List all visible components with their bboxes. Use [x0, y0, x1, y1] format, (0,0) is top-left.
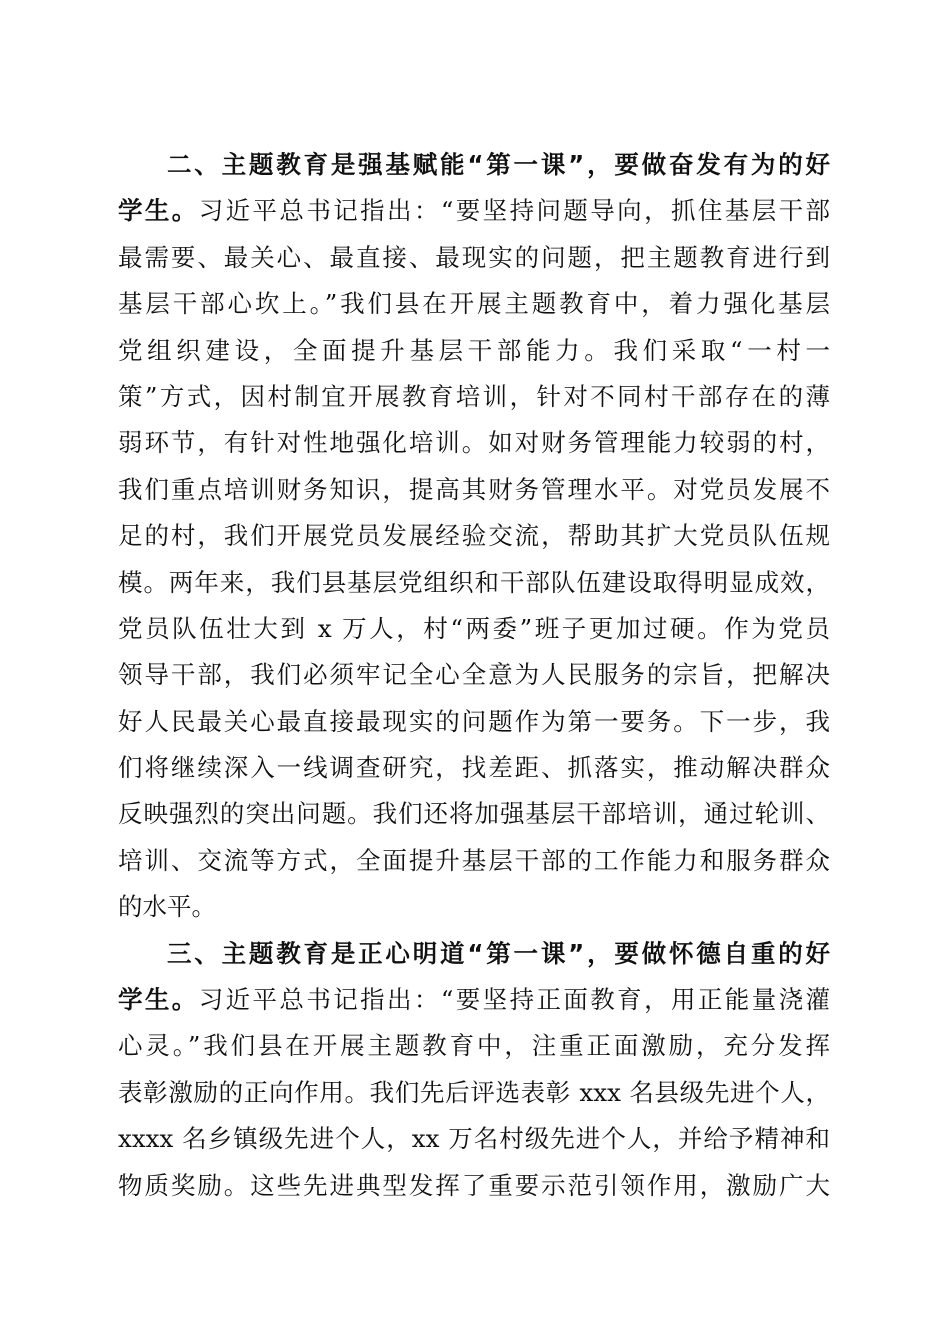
section-2-line: 模。两年来，我们县基层党组织和干部队伍建设取得明显成效， — [118, 567, 830, 597]
section-3-line: 心灵。”我们县在开展主题教育中，注重正面激励，充分发挥 — [118, 1031, 830, 1061]
section-3-text: 习近平总书记指出：“要坚持正面教育，用正能量浇灌 — [198, 985, 831, 1015]
section-3-line: xxxx 名乡镇级先进个人，xx 万名村级先进个人，并给予精神和 — [118, 1124, 830, 1154]
section-2-line: 培训、交流等方式，全面提升基层干部的工作能力和服务群众 — [118, 845, 830, 875]
section-2-line: 基层干部心坎上。”我们县在开展主题教育中，着力强化基层 — [118, 289, 830, 319]
section-2-line: 最需要、最关心、最直接、最现实的问题，把主题教育进行到 — [118, 242, 830, 272]
section-2-line: 反映强烈的突出问题。我们还将加强基层干部培训，通过轮训、 — [118, 799, 830, 829]
section-2-text: 习近平总书记指出：“要坚持问题导向，抓住基层干部 — [198, 196, 831, 226]
section-2-line: 们将继续深入一线调查研究，找差距、抓落实，推动解决群众 — [118, 753, 830, 783]
section-2-line: 的水平。 — [118, 892, 216, 922]
section-2-line: 弱环节，有针对性地强化培训。如对财务管理能力较弱的村， — [118, 428, 830, 458]
section-2-line: 足的村，我们开展党员发展经验交流，帮助其扩大党员队伍规 — [118, 521, 830, 551]
section-2-line: 党员队伍壮大到 x 万人，村“两委”班子更加过硬。作为党员 — [118, 613, 830, 643]
section-2-line: 我们重点培训财务知识，提高其财务管理水平。对党员发展不 — [118, 474, 830, 504]
section-2-line — [118, 188, 830, 234]
section-2-heading: 二、主题教育是强基赋能“第一课”，要做奋发有为的好 — [167, 150, 830, 179]
section-3-line — [118, 977, 830, 1023]
section-3-heading-tail: 学生。 — [118, 985, 199, 1015]
section-2-line: 党组织建设，全面提升基层干部能力。我们采取“一村一 — [118, 335, 830, 365]
section-3-line: 物质奖励。这些先进典型发挥了重要示范引领作用，激励广大 — [118, 1170, 830, 1200]
document-body — [118, 142, 830, 1209]
section-2-line: 领导干部，我们必须牢记全心全意为人民服务的宗旨，把解决 — [118, 660, 830, 690]
section-2-heading-tail: 学生。 — [118, 196, 199, 226]
section-2-line: 好人民最关心最直接最现实的问题作为第一要务。下一步，我 — [118, 706, 830, 736]
section-2-line: 策”方式，因村制宜开展教育培训，针对不同村干部存在的薄 — [118, 381, 830, 411]
section-3-line: 表彰激励的正向作用。我们先后评选表彰 xxx 名县级先进个人， — [118, 1077, 830, 1107]
section-3-heading: 三、主题教育是正心明道“第一课”，要做怀德自重的好 — [167, 938, 830, 968]
